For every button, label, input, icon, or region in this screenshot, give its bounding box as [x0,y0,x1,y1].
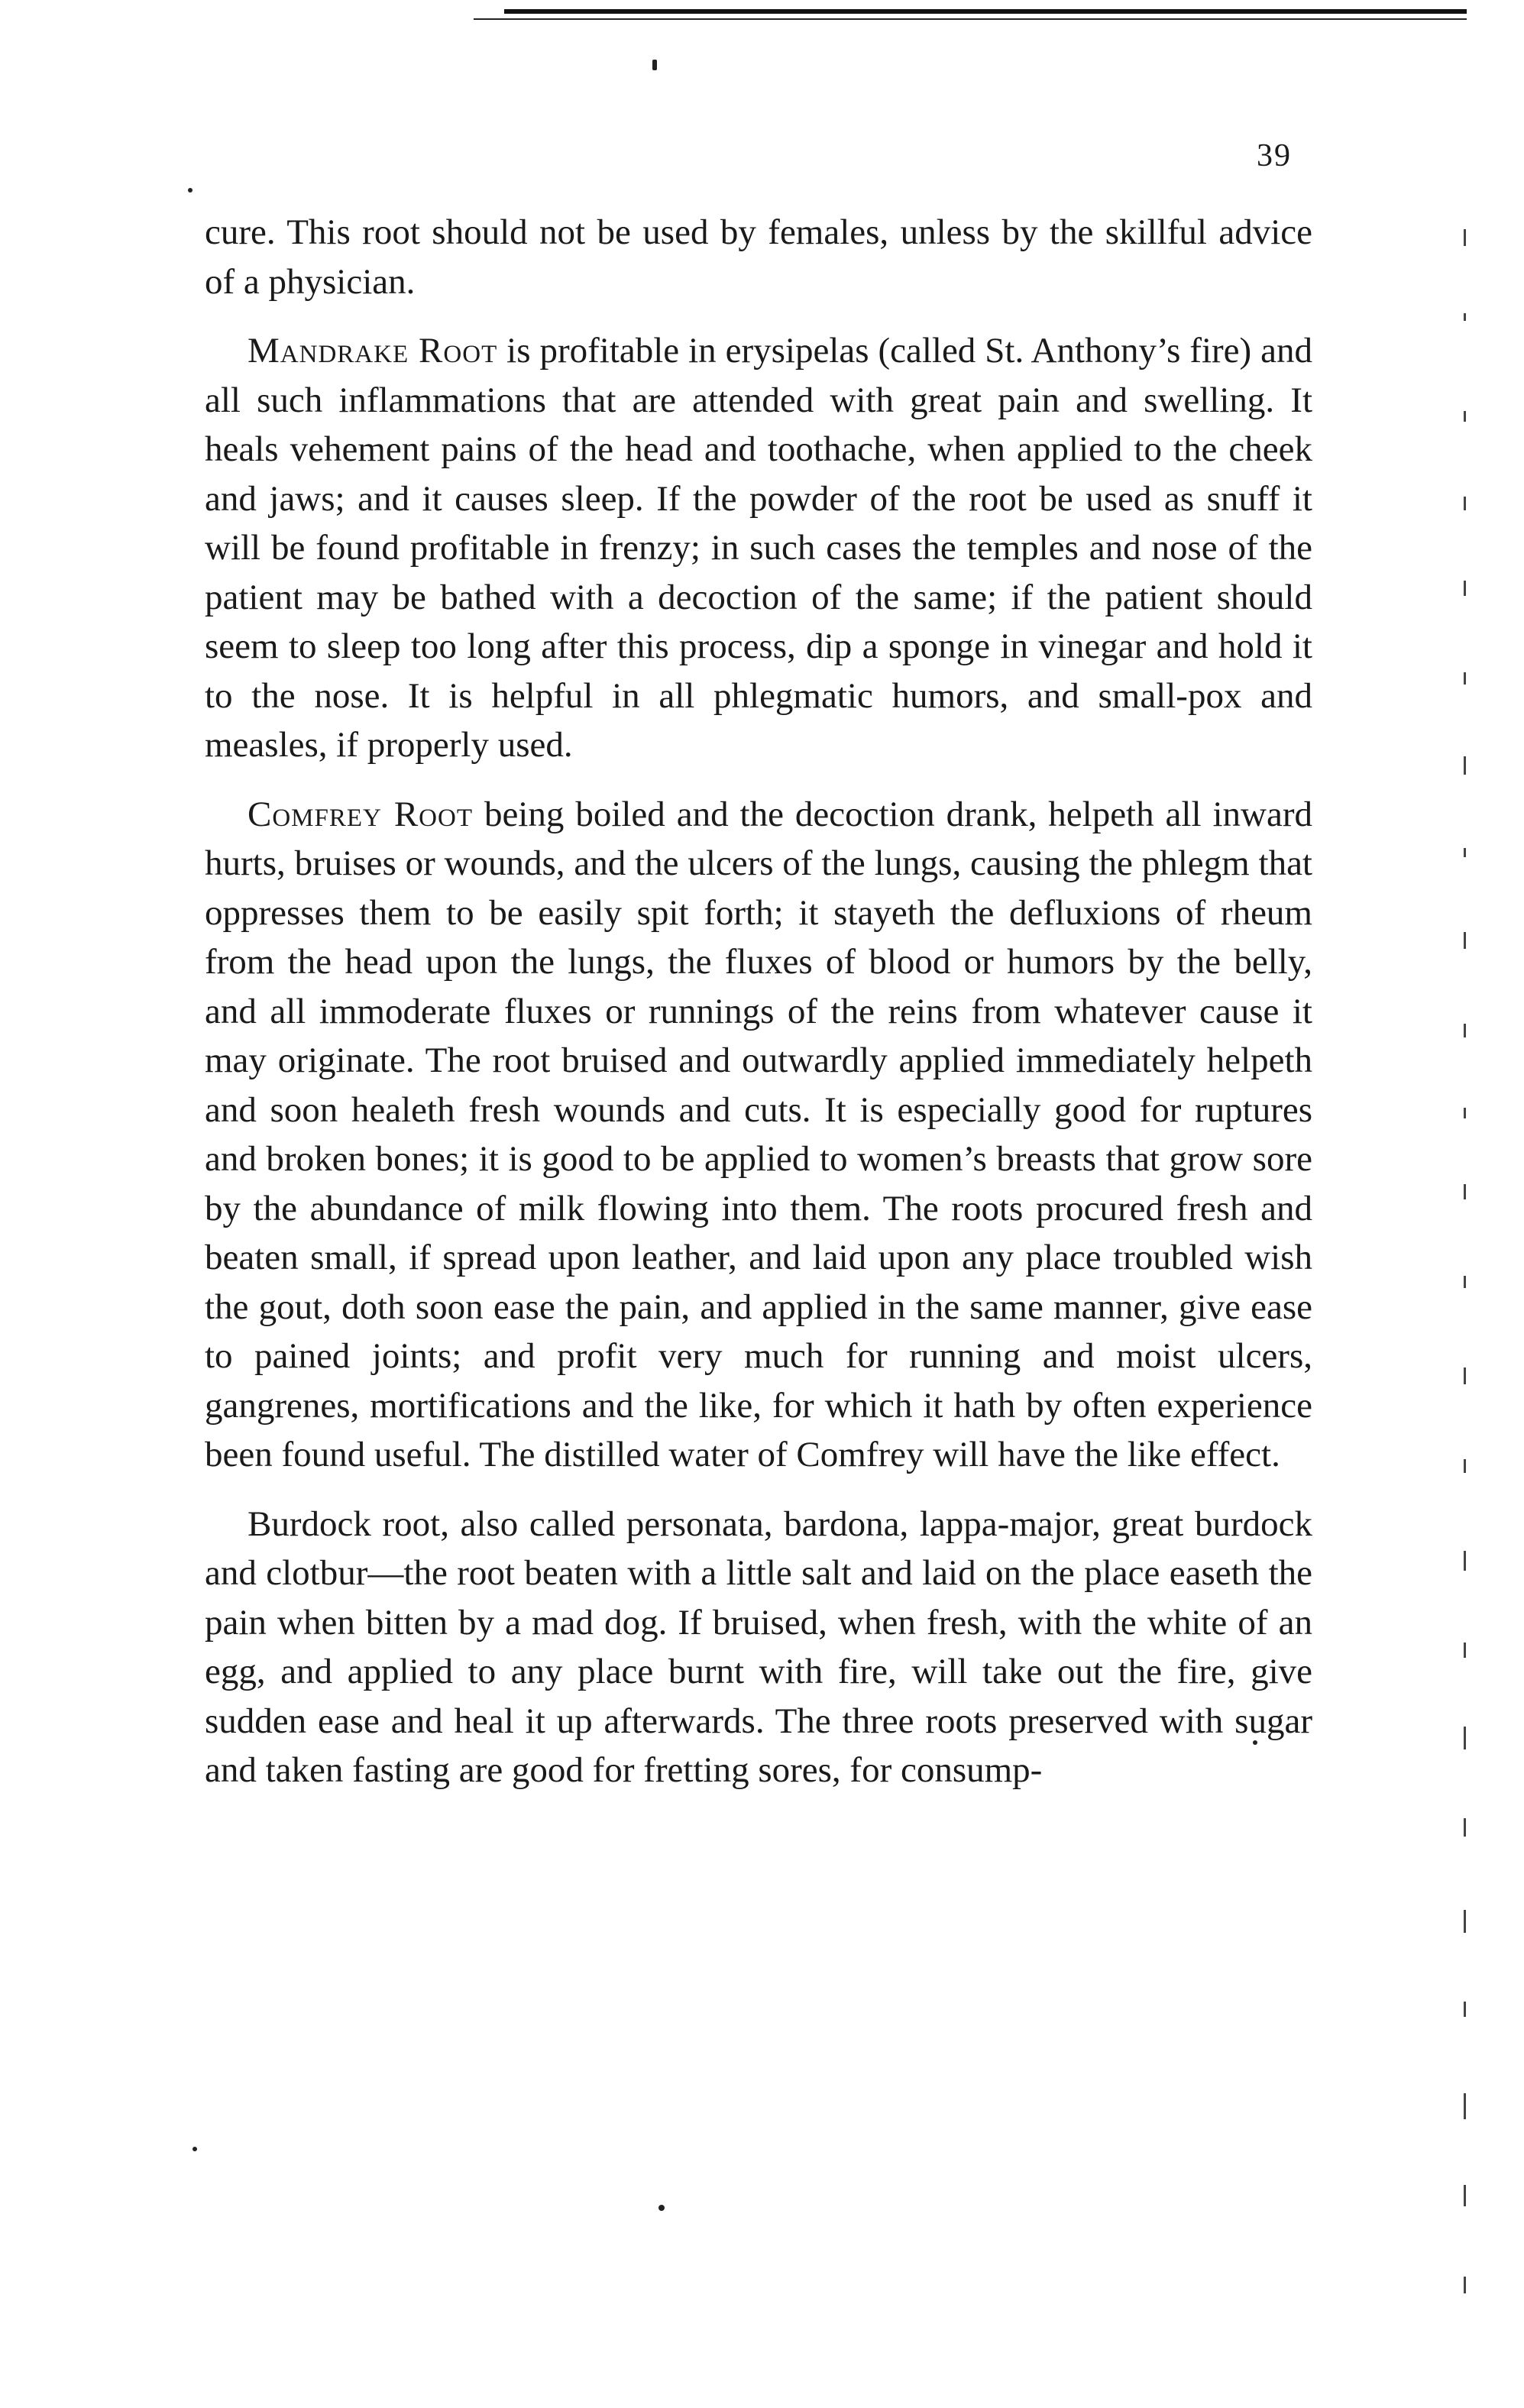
margin-mark [1464,672,1466,685]
margin-mark [1464,848,1466,857]
margin-mark [1464,411,1466,422]
margin-mark [1464,229,1466,246]
comfrey-root-heading: Comfrey Root [248,794,473,834]
mandrake-root-heading: Mandrake Root [248,331,498,371]
margin-mark [1464,1727,1466,1749]
ink-speck [652,60,657,70]
paragraph-comfrey [205,790,1312,1480]
top-rule [504,9,1467,14]
margin-mark [1464,2277,1466,2293]
margin-mark [1464,1184,1466,1199]
margin-mark [1464,1643,1466,1658]
paragraph-text: being boiled and the decoction drank, helpeth all inward hurts, bruises or wounds, and the ulcers of the lungs, causing the phlegm that oppresses them to be easily spit forth; it stayeth the defluxions of rheum from the head upon the lungs, the fluxes of blood or humors by the belly, and all immoderate fluxes or runnings of the reins from whatever cause it may originate. The root bruised and outwardly applied immediately helpeth and soon healeth fresh wounds and cuts. It is especially good for ruptures and broken bones; it is good to be applied to women’s breasts that grow sore by the abundance of milk flowing into them. The roots procured fresh and beaten small, if spread upon leather, and laid upon any place troubled wish the gout, doth soon ease the pain, and applied in the same manner, give ease to pained joints; and profit very much for running and moist ulcers, gangrenes, mortifications and the like, for which it hath by often experience been found useful. The distilled water of Comfrey will have the like effect. [205,794,1312,1474]
margin-mark [1464,1910,1466,1933]
margin-mark [1464,1459,1466,1473]
margin-mark [1464,1818,1466,1837]
paragraph-mandrake [205,326,1312,770]
margin-mark [1464,1367,1466,1384]
margin-mark [1464,497,1466,510]
margin-mark [1464,2185,1466,2206]
margin-mark [1464,756,1466,775]
top-rule-thin [474,18,1467,20]
page-number: 39 [1257,138,1292,173]
margin-marks [1464,222,1468,2361]
paragraph-cure [205,208,1312,306]
margin-mark [1464,313,1466,321]
paragraph-text: cure. This root should not be used by females, unless by the skillful advice of a physician. [205,212,1312,302]
body-text [205,208,1312,1795]
margin-mark [1464,932,1466,949]
paragraph-text: Burdock root, also called personata, bardona, lappa-major, great burdock and clotbur—the root beaten with a little salt and laid on the place easeth the pain when bitten by a mad dog. If bruised, when fresh, with the white of an egg, and applied to any place burnt with fire, will take out the fire, give sudden ease and heal it up afterwards. The three roots preserved with sugar and taken fasting are good for fretting sores, for consump- [205,1503,1312,1790]
ink-speck [188,188,193,193]
margin-mark [1464,1024,1466,1037]
ink-speck [193,2147,197,2151]
margin-mark [1464,581,1466,596]
margin-mark [1464,1276,1466,1288]
margin-mark [1464,2002,1466,2017]
paragraph-text: is profitable in erysipelas (called St. Anthony’s fire) and all such inflammations that are attended with great pain and swelling. It heals vehement pains of the head and toothache, when applied to the cheek and jaws; and it causes sleep. If the powder of the root be used as snuff it will be found profitable in frenzy; in such cases the temples and nose of the patient may be bathed with a decoction of the same; if the patient should seem to sleep too long after this process, dip a sponge in vinegar and hold it to the nose. It is helpful in all phlegmatic humors, and small-pox and measles, if properly used. [205,331,1312,765]
margin-mark [1464,1108,1466,1118]
margin-mark [1464,1551,1466,1571]
margin-mark [1464,2093,1466,2119]
paragraph-burdock [205,1500,1312,1795]
ink-speck [658,2205,665,2211]
